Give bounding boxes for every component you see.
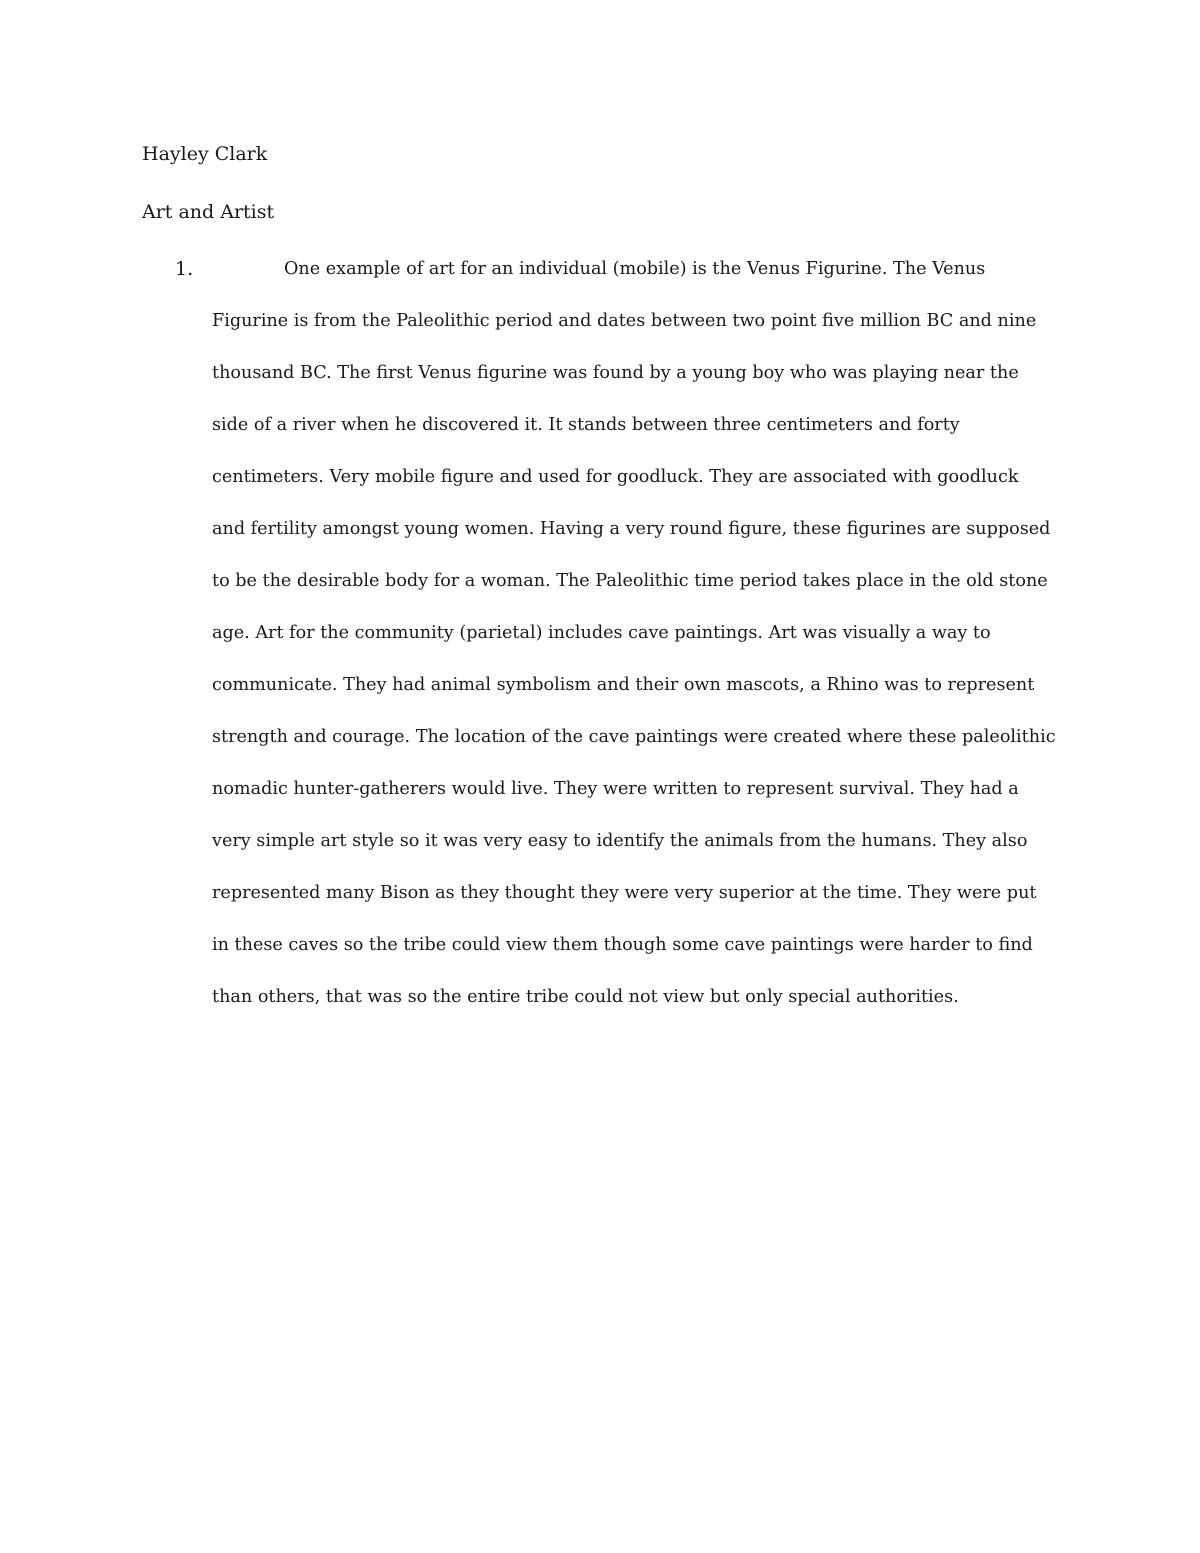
- author-name: Hayley Clark: [142, 143, 268, 165]
- course-title: Art and Artist: [142, 201, 275, 223]
- list-number: 1.: [175, 258, 194, 280]
- paragraph-text: One example of art for an individual (mobile) is the Venus Figurine. The Venus Figurine is from the Paleolithic period and dates between two point five million BC and nine thousand BC. The first Venus figurine was found by a young boy who was playing near the side of a river when he discovered it. It stands between three centimeters and forty centimeters. Very mobile figure and used for goodluck. They are associated with goodluck and fertility amongst young women. Having a very round figure, these figurines are supposed to be the desirable body for a woman. The Paleolithic time period takes place in the old stone age. Art for the community (parietal) includes cave paintings. Art was visually a way to communicate. They had animal symbolism and their own mascots, a Rhino was to represent strength and courage. The location of the cave paintings were created where these paleolithic nomadic hunter-gatherers would live. They were written to represent survival. They had a very simple art style so it was very easy to identify the animals from the humans. They also represented many Bison as they thought they were very superior at the time. They were put in these caves so the tribe could view them though some cave paintings were harder to find than others, that was so the entire tribe could not view but only special authorities.: [212, 259, 1056, 1007]
